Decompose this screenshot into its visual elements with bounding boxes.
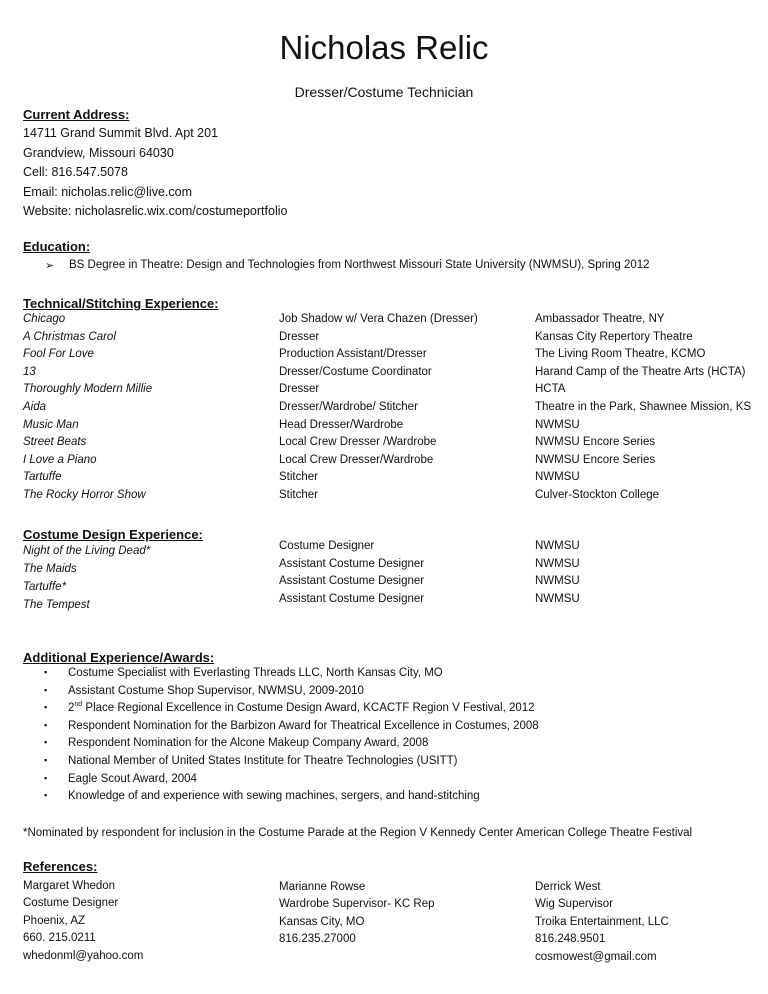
candidate-name: Nicholas Relic [279, 29, 489, 66]
technical-venue: Kansas City Repertory Theatre [535, 330, 693, 343]
additional-item [23, 755, 753, 773]
technical-show: A Christmas Carol [23, 330, 116, 343]
design-role-text: Assistant Costume Designer [279, 557, 425, 570]
additional-item [23, 685, 753, 703]
reference-location: Troika Entertainment, LLC [535, 915, 669, 928]
reference-name: Margaret Whedon [23, 880, 116, 892]
additional-item-text: Respondent Nomination for the Barbizon Award for Theatrical Excellence in Costumes, 2008 [68, 719, 539, 732]
design-venue-text: NWMSU [535, 592, 580, 605]
technical-role: Stitcher [279, 471, 318, 484]
technical-role: Dresser/Wardrobe/ Stitcher [279, 400, 418, 413]
technical-row [23, 419, 753, 437]
technical-role: Production Assistant/Dresser [279, 348, 427, 361]
references-section [23, 858, 97, 876]
square-bullet-icon: ▪ [44, 790, 48, 801]
technical-venue: NWMSU [535, 471, 580, 484]
design-show-title: The Tempest [23, 599, 90, 611]
education-item [23, 259, 743, 277]
reference-role: Wig Supervisor [535, 898, 613, 911]
technical-row [23, 471, 753, 489]
footnote: *Nominated by respondent for inclusion in the Costume Parade at the Region V Kennedy Center American College Theatre Festival [23, 827, 693, 839]
technical-venue: Culver-Stockton College [535, 488, 660, 501]
technical-show: I Love a Piano [23, 453, 97, 466]
technical-row [23, 401, 753, 419]
technical-show: Thoroughly Modern Millie [23, 383, 153, 396]
contact-heading: Current Address: [23, 107, 130, 122]
design-role [279, 540, 529, 558]
cell-line: Cell: 816.547.5078 [23, 165, 128, 179]
design-heading: Costume Design Experience: [23, 527, 203, 542]
additional-item-text [68, 702, 535, 714]
reference-phone: 816.248.9501 [535, 933, 606, 946]
design-role-text: Assistant Costume Designer [279, 592, 425, 605]
address-line-2: Grandview, Missouri 64030 [23, 145, 174, 160]
additional-item-text: National Member of United States Institute for Theatre Technologies (USITT) [68, 754, 458, 767]
reference-name: Marianne Rowse [279, 881, 366, 893]
reference-name: Derrick West [535, 881, 601, 893]
design-role [279, 575, 529, 593]
design-show [23, 581, 263, 599]
additional-section [23, 649, 753, 808]
additional-item-text: Assistant Costume Shop Supervisor, NWMSU, 2009-2010 [68, 684, 364, 697]
design-show-title: Tartuffe* [23, 581, 67, 593]
technical-show: Fool For Love [23, 348, 94, 361]
technical-show: Aida [23, 400, 47, 413]
technical-role: Dresser [279, 383, 320, 396]
technical-role: Dresser/Costume Coordinator [279, 365, 432, 378]
technical-role: Dresser [279, 330, 320, 343]
design-venue [535, 540, 735, 558]
technical-row [23, 331, 753, 349]
reference-role: Wardrobe Supervisor- KC Rep [279, 898, 435, 911]
technical-venue: NWMSU [535, 418, 580, 431]
technical-show: Tartuffe [23, 471, 62, 484]
technical-venue: HCTA [535, 383, 566, 396]
design-roles [279, 540, 529, 610]
design-role-text: Costume Designer [279, 540, 375, 552]
technical-venue: Harand Camp of the Theatre Arts (HCTA) [535, 365, 746, 378]
award-place-number: 2 [68, 702, 75, 715]
technical-venue: NWMSU Encore Series [535, 436, 656, 449]
design-venue [535, 558, 735, 576]
reference-3 [535, 879, 669, 966]
technical-venue: NWMSU Encore Series [535, 453, 656, 466]
reference-role: Costume Designer [23, 897, 119, 910]
square-bullet-icon: ▪ [44, 702, 48, 713]
additional-item-text: Costume Specialist with Everlasting Threads LLC, North Kansas City, MO [68, 667, 443, 679]
candidate-title-text: Dresser/Costume Technician [294, 84, 474, 100]
additional-item [23, 667, 753, 685]
technical-row [23, 454, 753, 472]
design-show [23, 599, 263, 617]
technical-heading: Technical/Stitching Experience: [23, 296, 219, 311]
technical-show: Music Man [23, 418, 79, 431]
reference-1 [23, 878, 143, 965]
reference-location: Phoenix, AZ [23, 914, 86, 927]
technical-role: Local Crew Dresser /Wardrobe [279, 436, 437, 449]
reference-phone: 660. 215.0211 [23, 932, 96, 945]
technical-venue: Theatre in the Park, Shawnee Mission, KS [535, 400, 752, 413]
technical-section [23, 295, 753, 507]
square-bullet-icon: ▪ [44, 684, 48, 695]
technical-show: The Rocky Horror Show [23, 488, 146, 501]
technical-row [23, 313, 753, 331]
technical-show: Chicago [23, 313, 66, 325]
additional-item-text: Respondent Nomination for the Alcone Makeup Company Award, 2008 [68, 737, 429, 750]
square-bullet-icon: ▪ [44, 737, 48, 748]
candidate-title [0, 84, 768, 100]
website-line: Website: nicholasrelic.wix.com/costumeportfolio [23, 204, 288, 218]
design-show [23, 545, 263, 563]
design-venues [535, 540, 735, 610]
square-bullet-icon: ▪ [44, 667, 48, 677]
education-heading: Education: [23, 239, 91, 254]
additional-item [23, 720, 753, 738]
award-place-suffix: nd [74, 701, 83, 709]
additional-item [23, 790, 753, 808]
square-bullet-icon: ▪ [44, 754, 48, 765]
square-bullet-icon: ▪ [44, 719, 48, 730]
technical-show: Street Beats [23, 436, 87, 449]
additional-item [23, 702, 753, 720]
additional-item [23, 737, 753, 755]
technical-table [23, 313, 753, 507]
education-degree: BS Degree in Theatre: Design and Technologies from Northwest Missouri State University (NWMSU), Spring 2012 [69, 259, 650, 271]
technical-role: Stitcher [279, 488, 318, 501]
email-line: Email: nicholas.relic@live.com [23, 184, 192, 199]
technical-role: Job Shadow w/ Vera Chazen (Dresser) [279, 313, 478, 325]
arrow-bullet-icon: ➢ [45, 260, 55, 272]
design-shows [23, 545, 263, 617]
technical-venue: Ambassador Theatre, NY [535, 313, 665, 325]
education-section [23, 238, 743, 277]
technical-show: 13 [23, 365, 36, 378]
technical-role: Local Crew Dresser/Wardrobe [279, 453, 434, 466]
design-role [279, 593, 529, 611]
square-bullet-icon: ▪ [44, 772, 48, 783]
design-role-text: Assistant Costume Designer [279, 575, 425, 588]
technical-venue: The Living Room Theatre, KCMO [535, 348, 706, 361]
reference-email: cosmowest@gmail.com [535, 950, 657, 963]
design-venue-text: NWMSU [535, 575, 580, 588]
reference-2 [279, 879, 435, 949]
design-venue-text: NWMSU [535, 557, 580, 570]
technical-row [23, 366, 753, 384]
additional-item-text: Eagle Scout Award, 2004 [68, 772, 197, 785]
award-description: Place Regional Excellence in Costume Design Award, KCACTF Region V Festival, 2012 [82, 702, 535, 715]
reference-phone: 816.235.27000 [279, 933, 356, 946]
technical-row [23, 348, 753, 366]
technical-row [23, 383, 753, 401]
additional-item [23, 773, 753, 791]
design-venue-text: NWMSU [535, 540, 580, 552]
contact-section [23, 106, 287, 222]
design-venue [535, 575, 735, 593]
additional-item-text: Knowledge of and experience with sewing machines, sergers, and hand-stitching [68, 790, 480, 803]
additional-heading: Additional Experience/Awards: [23, 650, 215, 665]
address-line-1: 14711 Grand Summit Blvd. Apt 201 [23, 126, 219, 140]
technical-row [23, 436, 753, 454]
reference-location: Kansas City, MO [279, 915, 365, 928]
design-venue [535, 593, 735, 611]
design-show [23, 563, 263, 581]
technical-role: Head Dresser/Wardrobe [279, 418, 404, 431]
references-heading: References: [23, 859, 98, 874]
design-show-title: Night of the Living Dead* [23, 545, 151, 557]
reference-email: whedonml@yahoo.com [23, 949, 144, 962]
design-role [279, 558, 529, 576]
design-show-title: The Maids [23, 563, 77, 575]
technical-row [23, 489, 753, 507]
